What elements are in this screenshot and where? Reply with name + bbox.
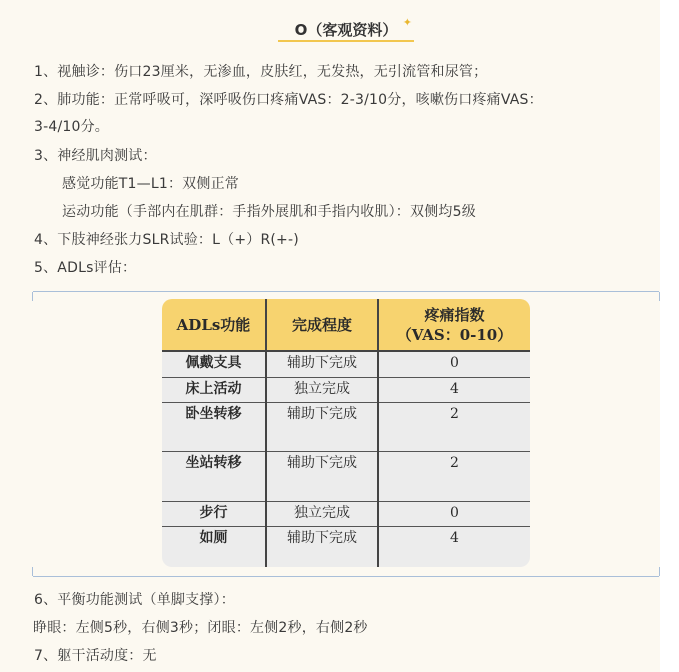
header-adl-function: ADLs功能 [162, 299, 266, 351]
item-trunk-rom: 7、躯干活动度：无 [34, 648, 157, 664]
adl-function-cell: 佩戴支具 [162, 351, 266, 377]
pain-index-cell: 4 [378, 377, 530, 402]
adl-function-cell: 卧坐转移 [162, 402, 266, 451]
pain-index-cell: 2 [378, 402, 530, 451]
completion-level-cell: 独立完成 [266, 377, 378, 402]
header-pain-index [378, 299, 530, 351]
completion-level-cell: 独立完成 [266, 501, 378, 526]
section-title [278, 15, 414, 45]
item-slr-test: 4、下肢神经张力SLR试验：L（+）R(+-) [34, 232, 299, 248]
sparkle-icon: ✦ [402, 16, 412, 29]
adl-function-cell: 步行 [162, 501, 266, 526]
table-row [162, 501, 530, 526]
frame-corner [32, 292, 33, 301]
item-sensory-function: 感觉功能T1—L1：双侧正常 [62, 176, 239, 192]
section-title-text: O（客观资料） [294, 21, 398, 39]
table-row [162, 526, 530, 567]
completion-level-cell: 辅助下完成 [266, 402, 378, 451]
frame-corner [659, 567, 660, 576]
adl-function-cell: 坐站转移 [162, 451, 266, 501]
completion-level-cell: 辅助下完成 [266, 526, 378, 567]
pain-index-cell: 0 [378, 501, 530, 526]
completion-level-cell: 辅助下完成 [266, 351, 378, 377]
adl-function-cell: 床上活动 [162, 377, 266, 402]
frame-corner [32, 567, 33, 576]
table-row [162, 402, 530, 451]
table-row [162, 377, 530, 402]
adl-function-cell: 如厕 [162, 526, 266, 567]
table-row [162, 351, 530, 377]
pain-index-cell: 2 [378, 451, 530, 501]
item-neuromuscular-test: 3、神经肌肉测试： [34, 148, 157, 164]
header-pain-title: 疼痛指数 [424, 305, 485, 324]
item-wound-inspection: 1、视触诊：伤口23厘米，无渗血，皮肤红，无发热，无引流管和尿管； [34, 64, 488, 80]
frame-corner [659, 292, 660, 301]
item-motor-function: 运动功能（手部内在肌群：手指外展肌和手指内收肌）：双侧均5级 [62, 204, 476, 220]
item-balance-test: 6、平衡功能测试（单脚支撑）： [34, 592, 235, 608]
pain-index-cell: 0 [378, 351, 530, 377]
item-balance-detail: 睁眼：左侧5秒，右侧3秒；闭眼：左侧2秒，右侧2秒 [33, 620, 368, 636]
adl-table [162, 299, 530, 567]
table-header-row [162, 299, 530, 351]
pain-index-cell: 4 [378, 526, 530, 567]
item-lung-function: 2、肺功能：正常呼吸可，深呼吸伤口疼痛VAS：2-3/10分，咳嗽伤口疼痛VAS： [34, 92, 543, 108]
completion-level-cell: 辅助下完成 [266, 451, 378, 501]
title-underline [278, 40, 414, 42]
item-adl-assessment: 5、ADLs评估： [34, 260, 137, 276]
header-pain-scale: （VAS：0-10） [396, 325, 513, 344]
header-completion-level: 完成程度 [266, 299, 378, 351]
table-row [162, 451, 530, 501]
item-lung-function-cont: 3-4/10分。 [34, 119, 109, 135]
